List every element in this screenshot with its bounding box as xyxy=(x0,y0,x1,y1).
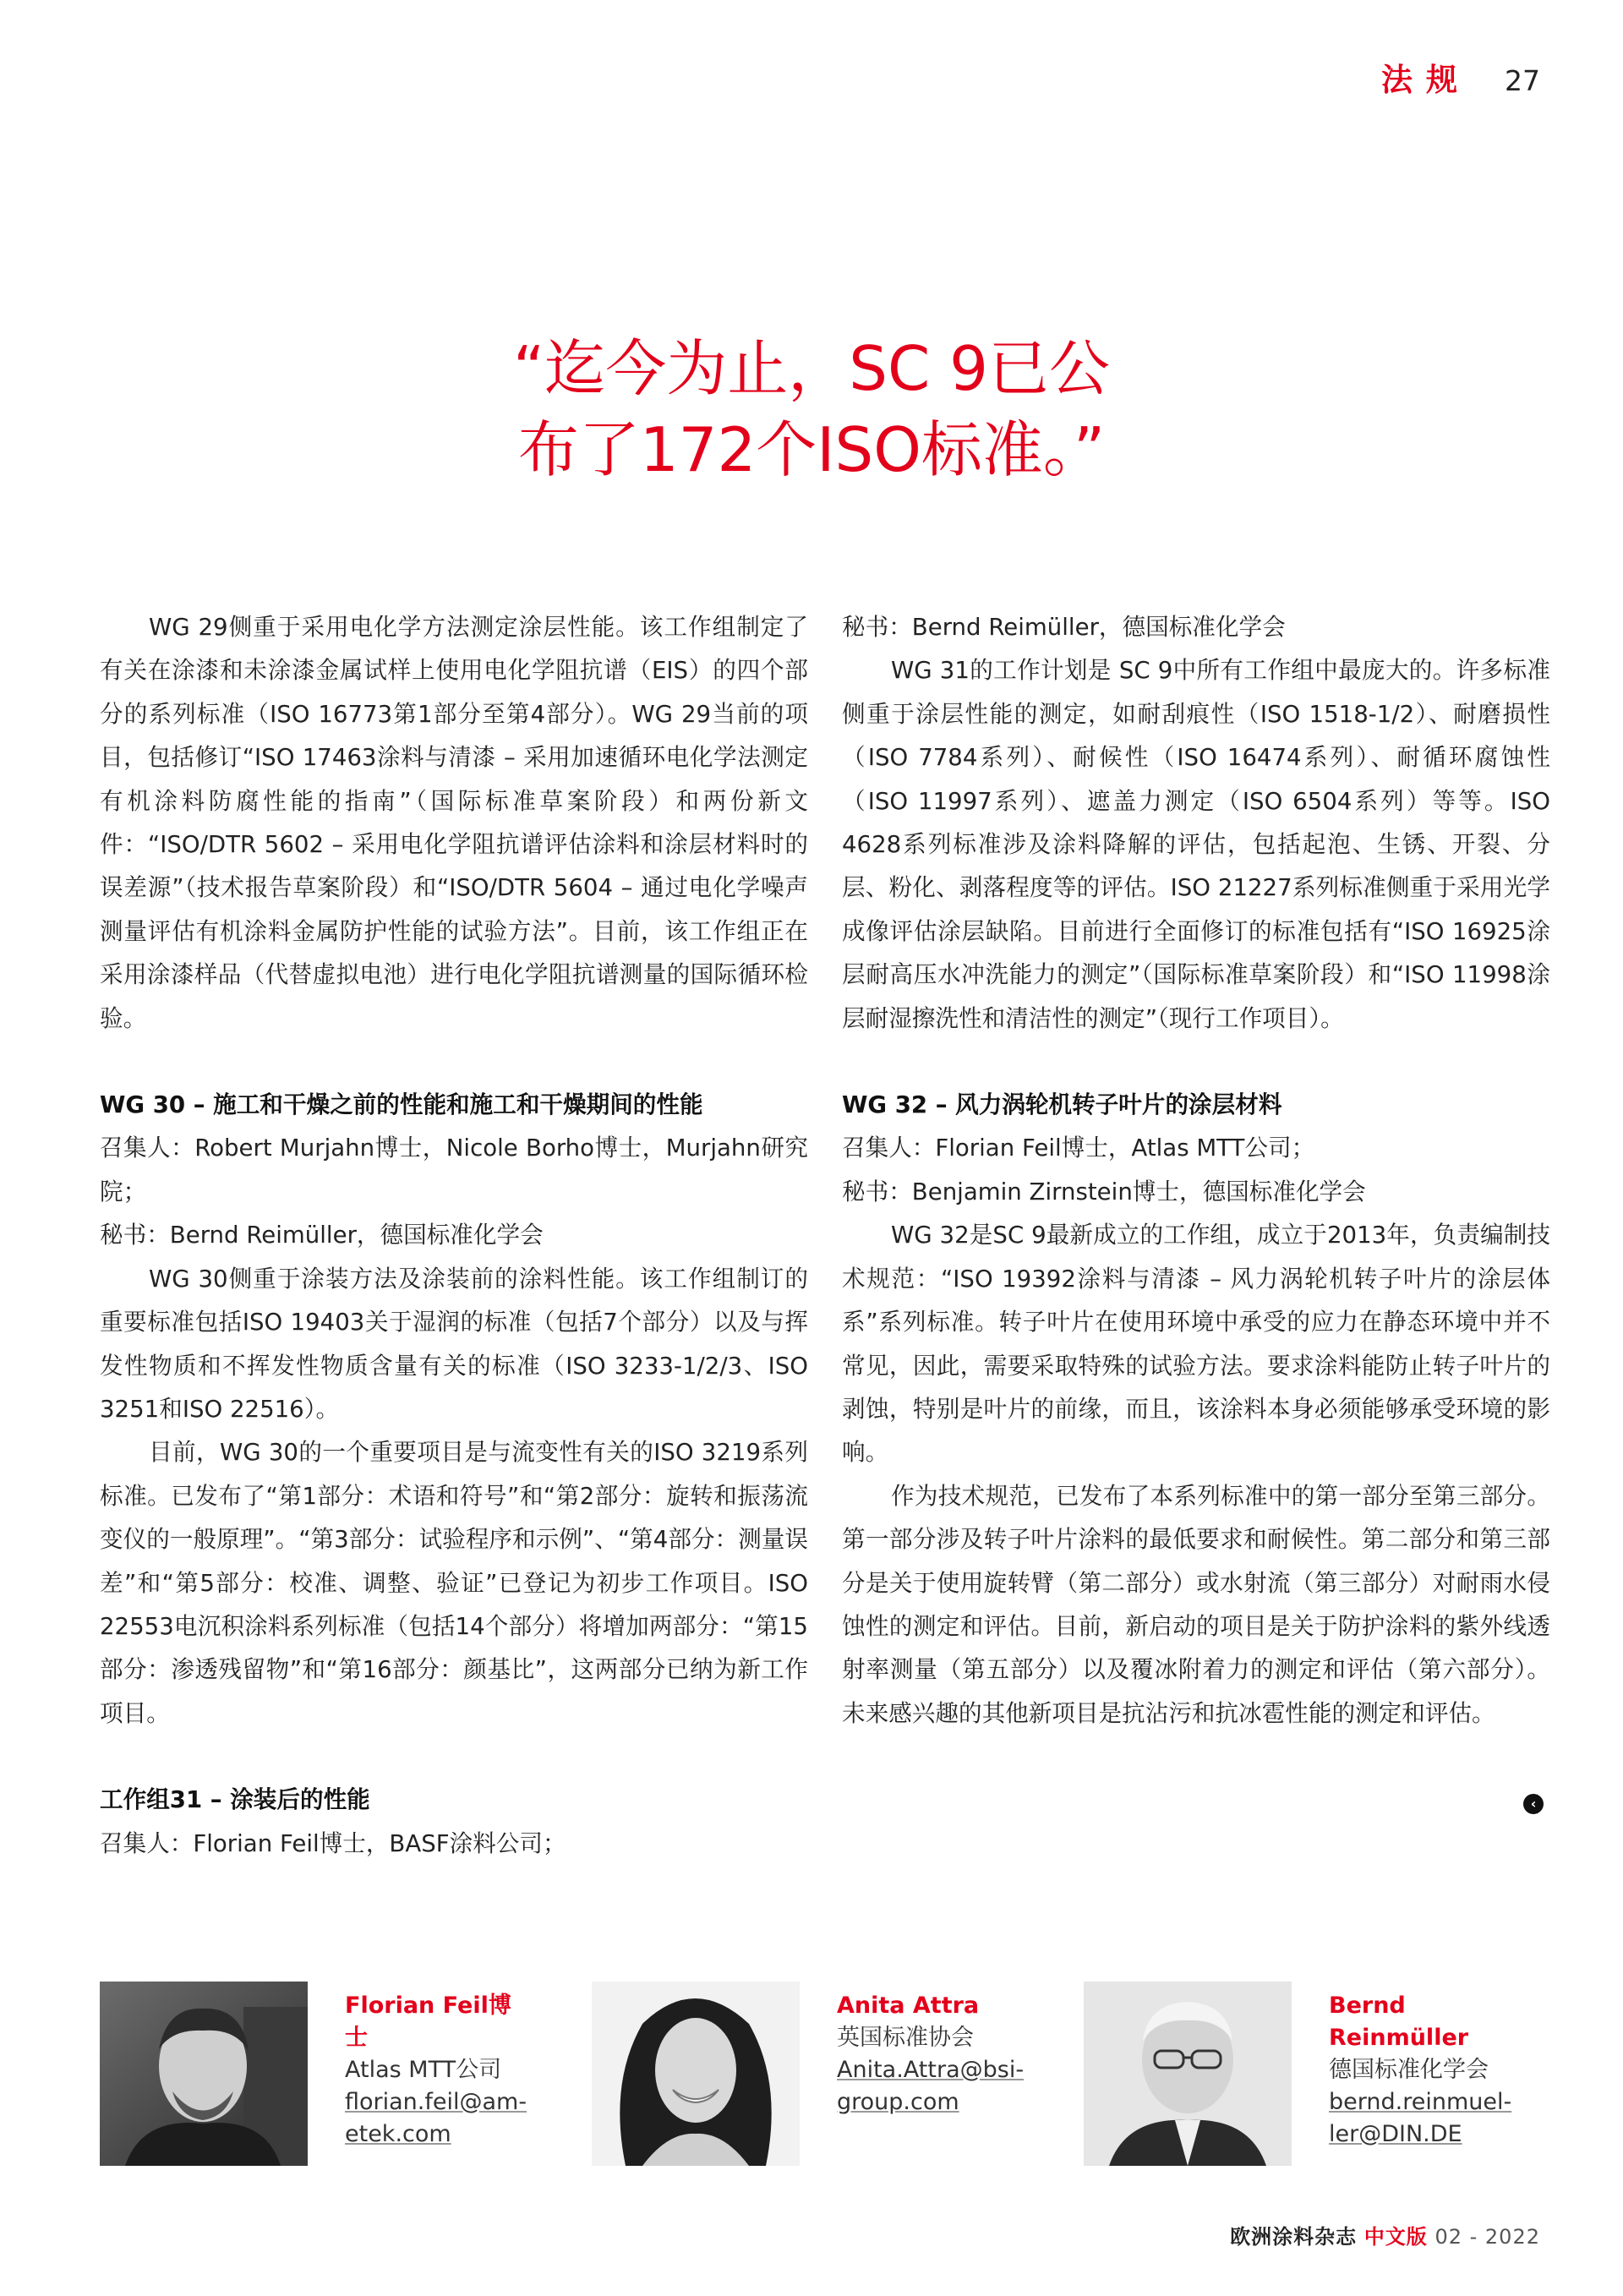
issue-label: 02 - 2022 xyxy=(1434,2225,1540,2249)
magazine-name: 欧洲涂料杂志 xyxy=(1230,2225,1358,2249)
author-photo xyxy=(100,1982,308,2166)
paragraph: WG 32是SC 9最新成立的工作组，成立于2013年，负责编制技术规范：“ISO 19392涂料与清漆 – 风力涡轮机转子叶片的涂层体系”系列标准。转子叶片在使用环境中承受的应力在静态环境中并不常见，因此，需要采取特殊的试验方法。要求涂料能防止转子叶片的剥蚀，特别是叶片的前缘，而且，该涂料本身必须能够承受环境的影响。 xyxy=(842,1221,1550,1467)
author-info xyxy=(1329,1990,1515,2151)
article-end-icon: ‹ xyxy=(1523,1794,1544,1814)
author-info xyxy=(345,1990,531,2151)
left-column xyxy=(100,605,808,1865)
pull-quote-line: 布了172个ISO标准。” xyxy=(517,414,1106,485)
author-card xyxy=(1084,1982,1537,2168)
section-heading: 工作组31 – 涂装后的性能 xyxy=(100,1785,370,1814)
author-organization: 德国标准化学会 xyxy=(1329,2057,1489,2083)
author-photo xyxy=(592,1982,800,2166)
author-email[interactable]: bernd.reinmuel- xyxy=(1329,2089,1512,2115)
paragraph: 目前，WG 30的一个重要项目是与流变性有关的ISO 3219系列标准。已发布了“第1部分：术语和符号”和“第2部分：旋转和振荡流变仪的一般原理”。“第3部分：试验程序和示例”、“第4部分：测量误差”和“第5部分：校准、调整、验证”已登记为初步工作项目。ISO 22553电沉积涂料系列标准（包括14个部分）将增加两部分：“第15部分：渗透残留物”和“第16部分：颜基比”，这两部分已纳为新工作项目。 xyxy=(100,1438,808,1727)
section-heading: WG 32 – 风力涡轮机转子叶片的涂层材料 xyxy=(842,1091,1282,1119)
convenor-line: 召集人：Robert Murjahn博士，Nicole Borho博士，Murjahn研究院； xyxy=(100,1134,808,1205)
author-name: Anita Attra xyxy=(837,1993,980,2019)
author-info xyxy=(837,1990,1023,2118)
author-name: Bernd Reinmüller xyxy=(1329,1993,1469,2051)
pull-quote-line: “迄今为止，SC 9已公 xyxy=(513,333,1110,404)
author-organization: 英国标准协会 xyxy=(837,2025,974,2051)
author-organization: Atlas MTT公司 xyxy=(345,2057,502,2083)
author-photo xyxy=(1084,1982,1292,2166)
secretary-line: 秘书：Bernd Reimüller，德国标准化学会 xyxy=(100,1221,544,1249)
author-card xyxy=(100,1982,539,2168)
secretary-line: 秘书：Benjamin Zirnstein博士，德国标准化学会 xyxy=(842,1177,1366,1205)
author-email[interactable]: Anita.Attra@bsi- xyxy=(837,2057,1025,2083)
paragraph: WG 30侧重于涂装方法及涂装前的涂料性能。该工作组制订的重要标准包括ISO 19403关于湿润的标准（包括7个部分）以及与挥发性物质和不挥发性物质含量有关的标准（ISO 3233-1/2/3、ISO 3251和ISO 22516）。 xyxy=(100,1264,808,1423)
paragraph: WG 29侧重于采用电化学方法测定涂层性能。该工作组制定了有关在涂漆和未涂漆金属试样上使用电化学阻抗谱（EIS）的四个部分的系列标准（ISO 16773第1部分至第4部分）。WG 29当前的项目，包括修订“ISO 17463涂料与清漆 – 采用加速循环电化学法测定有机涂料防腐性能的指南”（国际标准草案阶段）和两份新文件：“ISO/DTR 5602 – 采用电化学阻抗谱评估涂料和涂层材料时的误差源”（技术报告草案阶段）和“ISO/DTR 5604 – 通过电化学噪声测量评估有机涂料金属防护性能的试验方法”。目前，该工作组正在采用涂漆样品（代替虚拟电池）进行电化学阻抗谱测量的国际循环检验。 xyxy=(100,613,808,1032)
author-email[interactable]: ler@DIN.DE xyxy=(1329,2121,1462,2147)
page-header xyxy=(1381,54,1540,100)
author-email[interactable]: group.com xyxy=(837,2089,959,2115)
author-email[interactable]: florian.feil@am- xyxy=(345,2089,527,2115)
pull-quote xyxy=(338,328,1285,490)
author-email[interactable]: etek.com xyxy=(345,2121,451,2147)
convenor-line: 召集人：Florian Feil博士，Atlas MTT公司； xyxy=(842,1134,1315,1162)
portrait-image xyxy=(1084,1982,1292,2166)
secretary-line: 秘书：Bernd Reimüller，德国标准化学会 xyxy=(842,613,1286,641)
page-number: 27 xyxy=(1505,64,1540,97)
author-bios xyxy=(100,1982,1537,2168)
paragraph: 作为技术规范，已发布了本系列标准中的第一部分至第三部分。第一部分涉及转子叶片涂料的最低要求和耐候性。第二部分和第三部分是关于使用旋转臂（第二部分）或水射流（第三部分）对耐雨水侵蚀性的测定和评估。目前，新启动的项目是关于防护涂料的紫外线透射率测量（第五部分）以及覆冰附着力的测定和评估（第六部分）。未来感兴趣的其他新项目是抗沾污和抗冰雹性能的测定和评估。 xyxy=(842,1481,1550,1727)
page-footer xyxy=(1230,2220,1540,2250)
right-column xyxy=(842,605,1550,1735)
section-title: 法规 xyxy=(1381,62,1471,98)
paragraph: WG 31的工作计划是 SC 9中所有工作组中最庞大的。许多标准侧重于涂层性能的测定，如耐刮痕性（ISO 1518-1/2）、耐磨损性（ISO 7784系列）、耐候性（ISO 16474系列）、耐循环腐蚀性（ISO 11997系列）、遮盖力测定（ISO 6504系列）等等。ISO 4628系列标准涉及涂料降解的评估，包括起泡、生锈、开裂、分层、粉化、剥落程度等的评估。ISO 21227系列标准侧重于采用光学成像评估涂层缺陷。目前进行全面修订的标准包括有“ISO 16925涂层耐高压水冲洗能力的测定”（国际标准草案阶段）和“ISO 11998涂层耐湿擦洗性和清洁性的测定”（现行工作项目）。 xyxy=(842,656,1550,1032)
author-name: Florian Feil博士 xyxy=(345,1993,511,2051)
author-card xyxy=(592,1982,1031,2168)
section-heading: WG 30 – 施工和干燥之前的性能和施工和干燥期间的性能 xyxy=(100,1091,703,1119)
convenor-line: 召集人：Florian Feil博士，BASF涂料公司； xyxy=(100,1829,566,1857)
edition-label: 中文版 xyxy=(1363,2225,1428,2249)
portrait-image xyxy=(100,1982,308,2166)
portrait-image xyxy=(592,1982,800,2166)
